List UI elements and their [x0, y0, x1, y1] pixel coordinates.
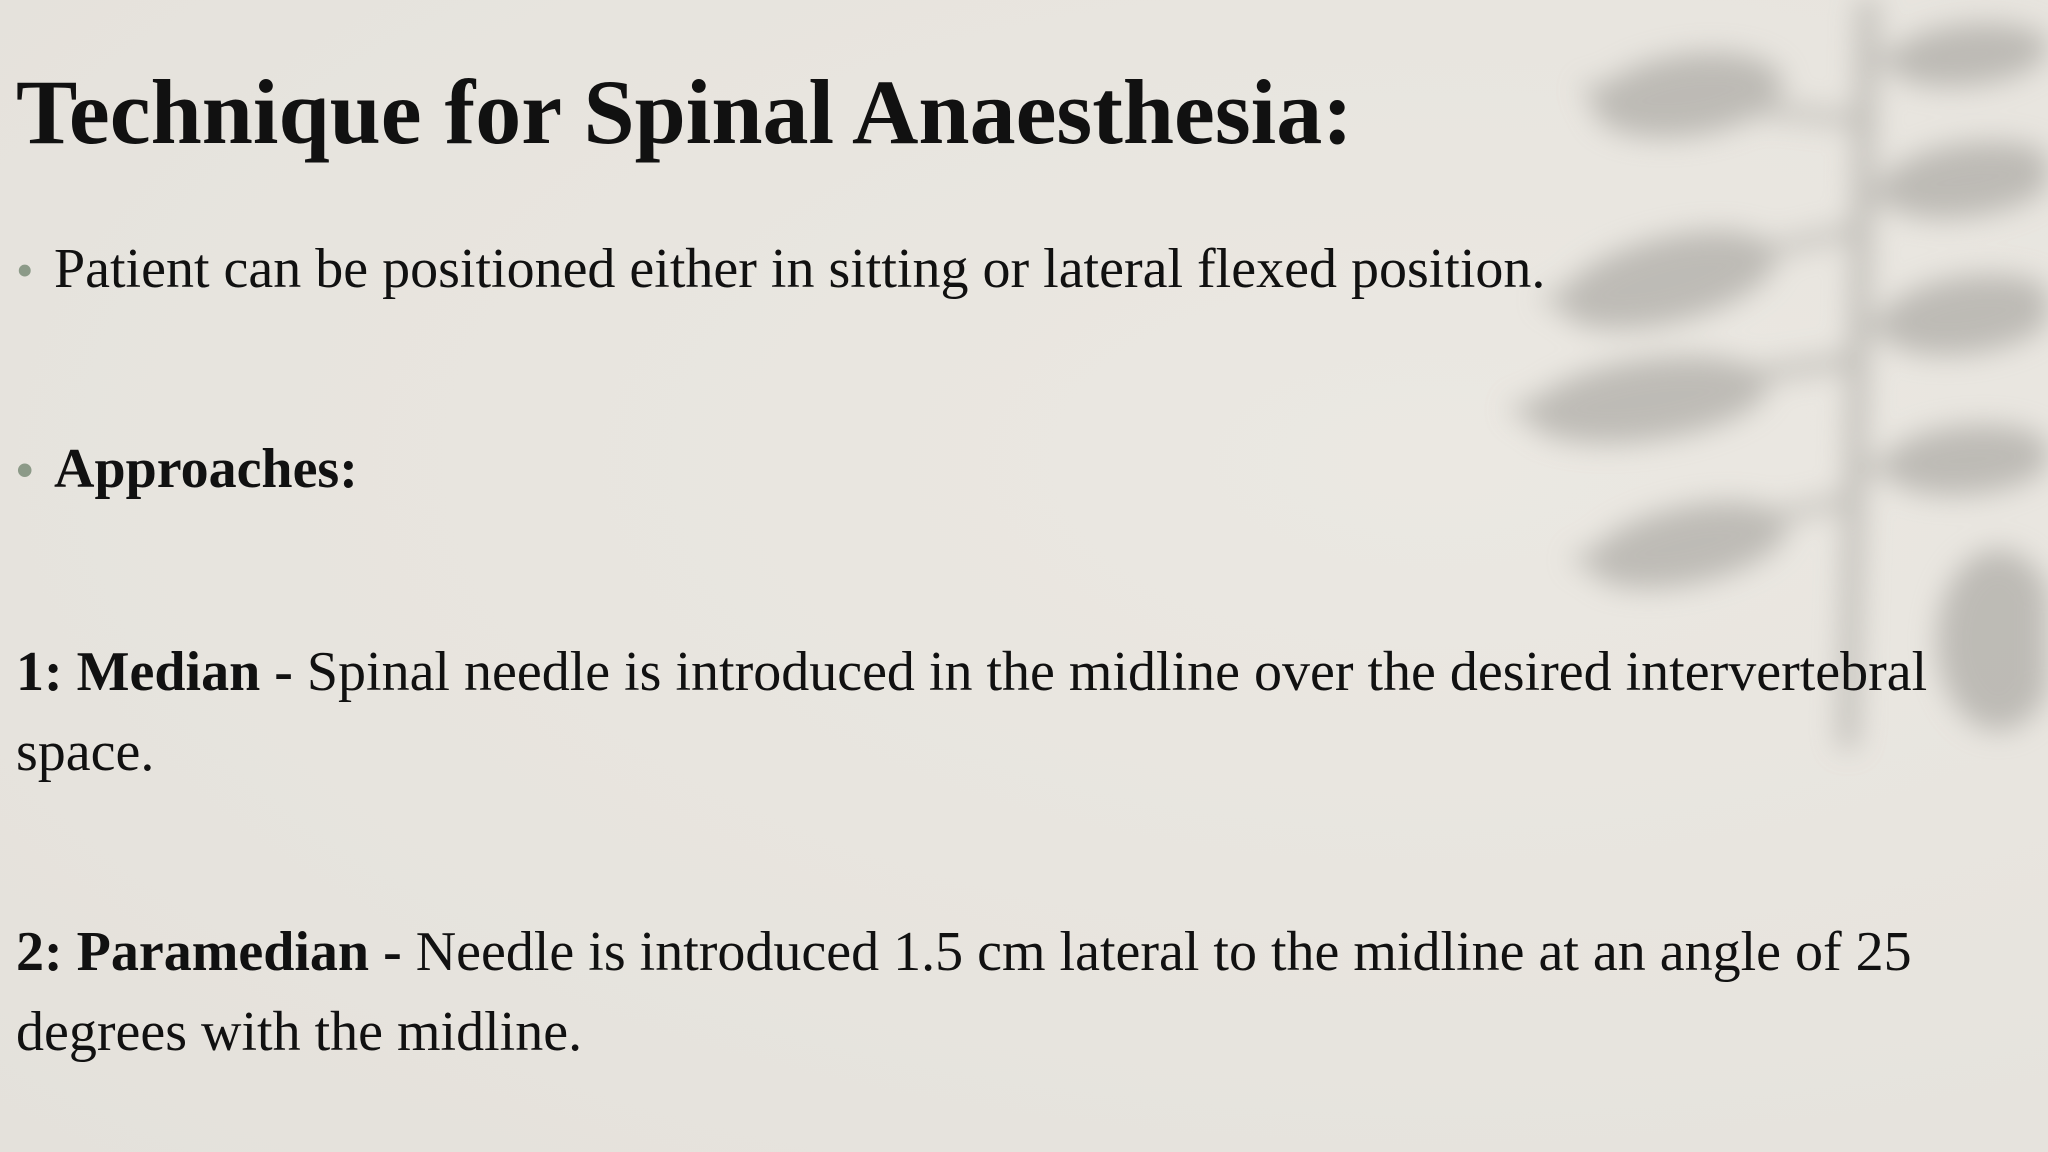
bullet-approaches [16, 436, 358, 503]
approach-median [16, 632, 1996, 792]
approach-paramedian-label: 2: Paramedian - [16, 921, 402, 983]
approach-paramedian [16, 912, 1996, 1072]
bullet-dot: • [16, 442, 34, 498]
bullet-positioning [16, 236, 1545, 303]
bullet-text-positioning: Patient can be positioned either in sitting or lateral flexed position. [54, 238, 1546, 300]
approach-median-text: Spinal needle is introduced in the midline over the desired intervertebral space. [16, 641, 1928, 783]
approach-paramedian-text: Needle is introduced 1.5 cm lateral to the midline at an angle of 25 degrees with the midline. [16, 921, 1912, 1063]
bullet-text-approaches: Approaches: [54, 438, 358, 500]
slide-title: Technique for Spinal Anaesthesia: [16, 61, 1353, 163]
bullet-dot: • [16, 242, 34, 298]
approach-median-label: 1: Median - [16, 641, 293, 703]
